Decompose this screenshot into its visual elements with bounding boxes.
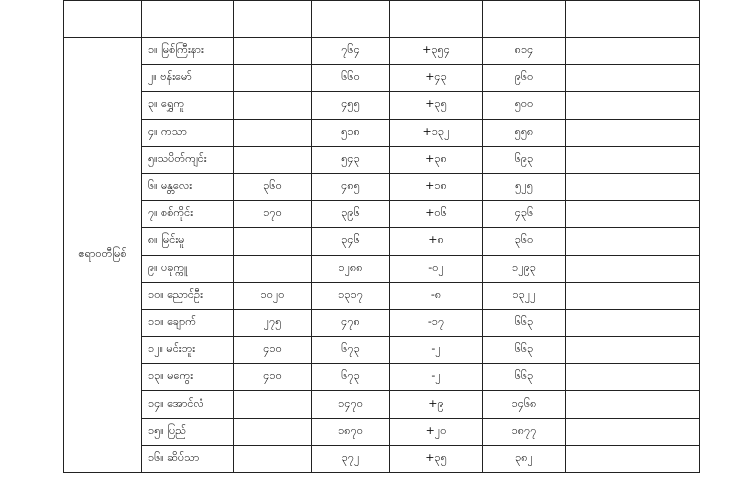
change-cell: -၁၇ [390, 309, 483, 336]
value-cell-4: ၅၅၈ [483, 119, 566, 146]
table-row [64, 173, 700, 200]
value-cell-2: ၄၈၅ [312, 173, 390, 200]
value-cell-2: ၃၄၆ [312, 228, 390, 255]
station-name-cell: ၂။ ဗန်းမော် [142, 65, 234, 92]
station-name-cell: ၁၂။ မင်းဘူး [142, 337, 234, 364]
value-cell-4: ၆၆၃ [483, 337, 566, 364]
value-cell-1 [234, 391, 312, 418]
value-cell-5 [566, 391, 700, 418]
table-row [64, 38, 700, 65]
station-name-cell: ၁၃။ မကွေး [142, 364, 234, 391]
table-row [64, 92, 700, 119]
value-cell-1 [234, 228, 312, 255]
value-cell-5 [566, 146, 700, 173]
table-row [64, 119, 700, 146]
station-name-cell: ၇။ စစ်ကိုင်း [142, 201, 234, 228]
value-cell-4: ၆၆၃ [483, 309, 566, 336]
table-row [64, 364, 700, 391]
value-cell-2: ၅၁၈ [312, 119, 390, 146]
header-cell [390, 1, 483, 38]
river-level-table [63, 0, 700, 473]
header-cell [566, 1, 700, 38]
header-cell [234, 1, 312, 38]
change-cell: -၂ [390, 337, 483, 364]
value-cell-2: ၆၇၃ [312, 364, 390, 391]
change-cell: +၃၅ [390, 445, 483, 472]
value-cell-1: ၂၇၅ [234, 309, 312, 336]
value-cell-5 [566, 282, 700, 309]
change-cell: +၉ [390, 391, 483, 418]
header-cell [312, 1, 390, 38]
value-cell-1 [234, 146, 312, 173]
header-cell [64, 1, 142, 38]
value-cell-5 [566, 364, 700, 391]
value-cell-2: ၁၃၁၇ [312, 282, 390, 309]
value-cell-1 [234, 445, 312, 472]
station-name-cell: ၁၆။ ဆိပ်သာ [142, 445, 234, 472]
value-cell-2: ၁၂၈၈ [312, 255, 390, 282]
station-name-cell: ၁၅။ ပြည် [142, 418, 234, 445]
value-cell-5 [566, 65, 700, 92]
value-cell-1 [234, 38, 312, 65]
value-cell-2: ၁၄၇၀ [312, 391, 390, 418]
value-cell-5 [566, 92, 700, 119]
value-cell-4: ၁၃၂၂ [483, 282, 566, 309]
value-cell-4: ၃၈၂ [483, 445, 566, 472]
change-cell: +၄၃ [390, 65, 483, 92]
station-name-cell: ၆။ မန္တလေး [142, 173, 234, 200]
change-cell: +၁၃၂ [390, 119, 483, 146]
value-cell-5 [566, 119, 700, 146]
station-name-cell: ၈။ မြင်းမူ [142, 228, 234, 255]
value-cell-2: ၄၇၈ [312, 309, 390, 336]
value-cell-1: ၄၁၀ [234, 337, 312, 364]
value-cell-2: ၅၄၃ [312, 146, 390, 173]
table-row [64, 65, 700, 92]
header-cell [483, 1, 566, 38]
value-cell-4: ၁၈၇၇ [483, 418, 566, 445]
table-row [64, 418, 700, 445]
value-cell-4: ၉၆၀ [483, 65, 566, 92]
value-cell-1: ၁၀၂၀ [234, 282, 312, 309]
value-cell-4: ၄၃၆ [483, 201, 566, 228]
change-cell: +၃၅၄ [390, 38, 483, 65]
value-cell-1 [234, 119, 312, 146]
table-row [64, 255, 700, 282]
change-cell: -၈ [390, 282, 483, 309]
value-cell-2: ၆၇၃ [312, 337, 390, 364]
change-cell: -၂ [390, 364, 483, 391]
station-name-cell: ၅။သပိတ်ကျင်း [142, 146, 234, 173]
station-name-cell: ၄။ ကသာ [142, 119, 234, 146]
value-cell-1 [234, 255, 312, 282]
value-cell-5 [566, 418, 700, 445]
region-label: ဧရာဝတီမြစ် [64, 38, 142, 473]
table-row [64, 282, 700, 309]
value-cell-1: ၄၁၀ [234, 364, 312, 391]
value-cell-1: ၃၆၀ [234, 173, 312, 200]
value-cell-5 [566, 445, 700, 472]
value-cell-2: ၇၆၄ [312, 38, 390, 65]
station-name-cell: ၉။ ပခုက္ကူ [142, 255, 234, 282]
value-cell-1: ၁၇၀ [234, 201, 312, 228]
station-name-cell: ၁၀။ ညောင်ဦး [142, 282, 234, 309]
table-row [64, 391, 700, 418]
value-cell-4: ၁၄၆၈ [483, 391, 566, 418]
value-cell-4: ၈၁၄ [483, 38, 566, 65]
table-row [64, 445, 700, 472]
value-cell-2: ၆၆၀ [312, 65, 390, 92]
value-cell-5 [566, 255, 700, 282]
table-row [64, 337, 700, 364]
value-cell-5 [566, 228, 700, 255]
value-cell-2: ၁၈၇၀ [312, 418, 390, 445]
value-cell-4: ၅၂၅ [483, 173, 566, 200]
change-cell: +၃၈ [390, 146, 483, 173]
change-cell: +၃၅ [390, 92, 483, 119]
value-cell-4: ၆၉၃ [483, 146, 566, 173]
value-cell-5 [566, 201, 700, 228]
station-name-cell: ၁၁။ ချောက် [142, 309, 234, 336]
value-cell-4: ၁၂၉၃ [483, 255, 566, 282]
value-cell-1 [234, 65, 312, 92]
change-cell: -၀၂ [390, 255, 483, 282]
header-cell [142, 1, 234, 38]
value-cell-5 [566, 309, 700, 336]
value-cell-5 [566, 173, 700, 200]
value-cell-2: ၄၅၅ [312, 92, 390, 119]
table-row [64, 228, 700, 255]
value-cell-2: ၃၇၂ [312, 445, 390, 472]
value-cell-5 [566, 38, 700, 65]
change-cell: +၁၈ [390, 173, 483, 200]
value-cell-1 [234, 418, 312, 445]
value-cell-5 [566, 337, 700, 364]
value-cell-4: ၆၆၃ [483, 364, 566, 391]
table-row [64, 309, 700, 336]
station-name-cell: ၁။ မြစ်ကြီးနား [142, 38, 234, 65]
change-cell: +၀၆ [390, 201, 483, 228]
value-cell-4: ၃၆၀ [483, 228, 566, 255]
change-cell: +၂၀ [390, 418, 483, 445]
table-row [64, 201, 700, 228]
table-row [64, 146, 700, 173]
station-name-cell: ၃။ ရွှေကူ [142, 92, 234, 119]
value-cell-4: ၅၀၀ [483, 92, 566, 119]
station-name-cell: ၁၄။ အောင်လံ [142, 391, 234, 418]
value-cell-1 [234, 92, 312, 119]
value-cell-2: ၃၉၆ [312, 201, 390, 228]
table-header-row [64, 1, 700, 38]
change-cell: +၈ [390, 228, 483, 255]
